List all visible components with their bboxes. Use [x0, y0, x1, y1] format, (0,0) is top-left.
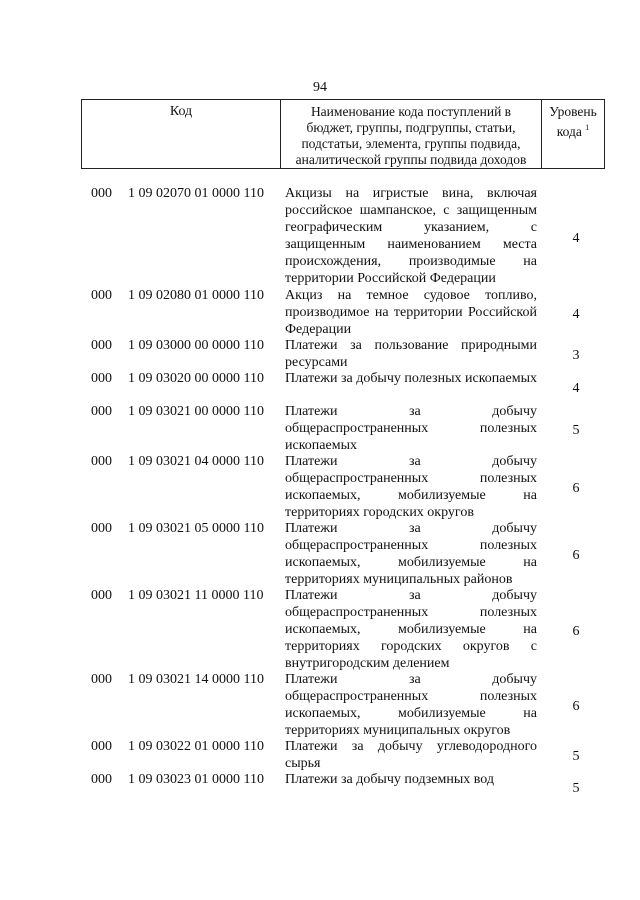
table-row: [0, 185, 640, 287]
row-name: Платежи за пользование природными ресурсами: [285, 338, 537, 370]
row-code: 1 09 03021 05 0000 110: [128, 521, 264, 536]
row-name: Платежи за добычу общераспространенных полезных ископаемых, мобилизуемые на территориях муниципальных округов: [285, 672, 537, 738]
row-name: Платежи за добычу общераспространенных полезных ископаемых, мобилизуемые на территориях городских округов с внутригородским делением: [285, 588, 537, 671]
row-prefix: 000: [91, 521, 112, 536]
header-level-footnote: 1: [585, 123, 590, 132]
table-row: [0, 520, 640, 587]
row-name: Платежи за добычу общераспространенных полезных ископаемых: [285, 404, 537, 453]
row-code: 1 09 02080 01 0000 110: [128, 288, 264, 303]
row-level: 6: [572, 699, 580, 714]
row-level: 4: [572, 381, 580, 396]
row-prefix: 000: [91, 772, 112, 787]
row-level: 4: [572, 230, 580, 246]
row-code: 1 09 03021 04 0000 110: [128, 454, 264, 469]
row-prefix: 000: [91, 672, 112, 687]
page-number: 94: [313, 80, 327, 95]
row-name: Платежи за добычу полезных ископаемых: [285, 371, 537, 386]
row-level: 5: [572, 422, 580, 438]
table-row: [0, 771, 640, 801]
table-row: [0, 337, 640, 370]
row-code: 1 09 03021 11 0000 110: [128, 588, 264, 603]
header-code: Код: [169, 104, 193, 119]
header-name-line: Наименование кода поступлений в: [310, 104, 512, 119]
row-level: 6: [572, 623, 580, 639]
table-row: [0, 370, 640, 403]
row-prefix: 000: [91, 739, 112, 754]
table-header: [81, 99, 605, 169]
row-level: 3: [572, 348, 580, 363]
row-prefix: 000: [91, 371, 112, 386]
table-row: [0, 287, 640, 337]
row-code: 1 09 03020 00 0000 110: [128, 371, 264, 386]
table-row: [0, 453, 640, 520]
row-level: 5: [572, 780, 580, 796]
row-name: Акциз на темное судовое топливо, производимое на территории Российской Федерации: [285, 288, 537, 337]
row-prefix: 000: [91, 186, 112, 201]
row-prefix: 000: [91, 338, 112, 353]
row-level: 5: [572, 749, 580, 764]
row-name: Платежи за добычу общераспространенных полезных ископаемых, мобилизуемые на территориях муниципальных районов: [285, 521, 537, 587]
row-code: 1 09 03023 01 0000 110: [128, 772, 264, 787]
row-name: Акцизы на игристые вина, включая российское шампанское, с защищенным географическим указанием, с защищенным наименованием места происхождения, производимые на территории Российской Федерации: [285, 186, 537, 286]
header-name-line: аналитической группы подвида доходов: [295, 152, 527, 167]
table-row: [0, 587, 640, 671]
header-name-line: бюджет, группы, подгруппы, статьи,: [306, 120, 516, 135]
row-name: Платежи за добычу подземных вод: [285, 772, 495, 787]
header-name-line: подстатьи, элемента, группы подвида,: [301, 136, 521, 151]
row-prefix: 000: [91, 288, 112, 303]
table-row: [0, 738, 640, 771]
row-level: 6: [572, 481, 580, 496]
header-level-text: кода: [556, 124, 582, 139]
table-row: [0, 671, 640, 738]
header-level-line2: [542, 120, 604, 140]
row-prefix: 000: [91, 454, 112, 469]
row-name: Платежи за добычу общераспространенных полезных ископаемых, мобилизуемые на территориях городских округов: [285, 454, 537, 520]
row-code: 1 09 03000 00 0000 110: [128, 338, 264, 353]
header-level: [542, 100, 604, 168]
table-body: [0, 185, 640, 801]
row-code: 1 09 03021 00 0000 110: [128, 404, 264, 419]
row-name: Платежи за добычу углеводородного сырья: [285, 739, 537, 771]
row-level: 6: [572, 548, 580, 563]
row-prefix: 000: [91, 404, 112, 419]
header-level-line1: Уровень: [549, 104, 597, 119]
row-prefix: 000: [91, 588, 112, 603]
row-code: 1 09 03021 14 0000 110: [128, 672, 264, 687]
table-row: [0, 403, 640, 453]
row-code: 1 09 03022 01 0000 110: [128, 739, 264, 754]
header-name: [280, 100, 542, 168]
row-code: 1 09 02070 01 0000 110: [128, 186, 264, 201]
row-level: 4: [572, 306, 580, 322]
